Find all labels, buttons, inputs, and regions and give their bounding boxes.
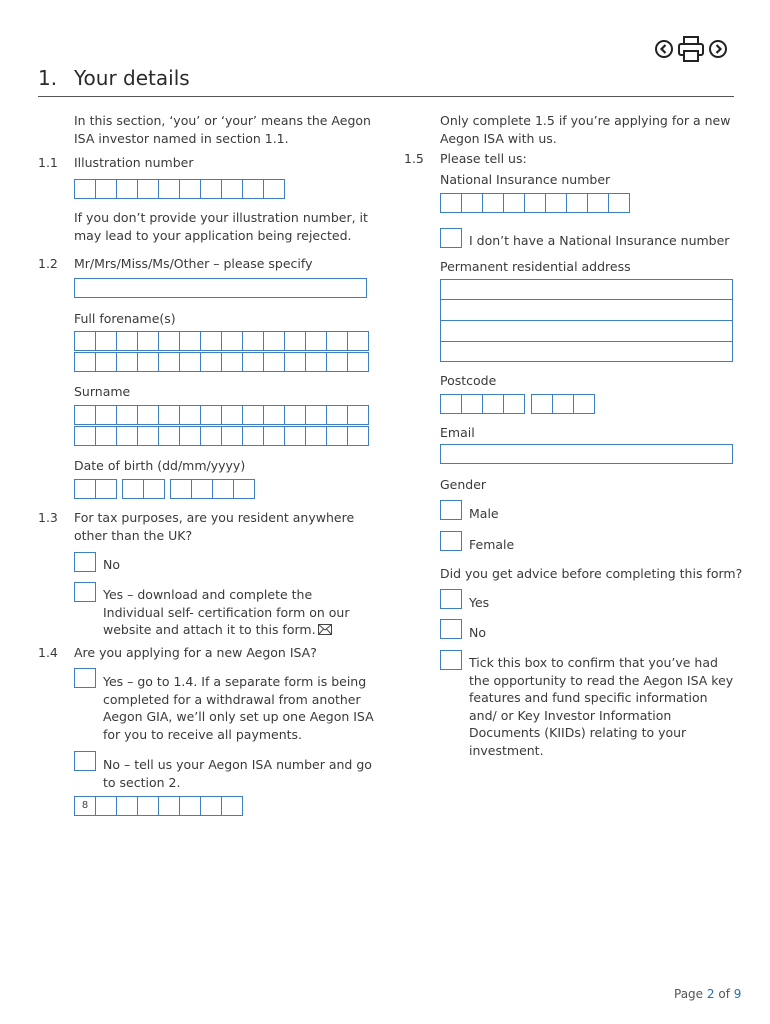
gender-male-label: Male [469,506,499,521]
address-line-2[interactable] [440,299,733,321]
dob-field[interactable] [74,479,255,499]
q1-5-label: Please tell us: [440,151,527,166]
section-number: 1. [38,66,58,90]
illustration-number-label: Illustration number [74,155,194,170]
title-divider [38,96,734,97]
email-label: Email [440,425,475,440]
q1-1-number: 1.1 [38,155,58,170]
address-line-1[interactable] [440,279,733,300]
tax-no-checkbox[interactable] [74,552,96,572]
chevron-left-circle-icon[interactable] [654,39,674,62]
isa-number-field[interactable] [74,796,243,816]
address-line-4[interactable] [440,341,733,362]
no-ni-label: I don’t have a National Insurance number [469,233,730,248]
q1-3-number: 1.3 [38,510,58,525]
ni-number-label: National Insurance number [440,172,611,187]
new-isa-yes-label: Yes – go to 1.4. If a separate form is being completed for a withdrawal from another Aegon GIA, we’ll only set up one Aegon ISA for you to receive all payments. [103,674,374,742]
forename-field-row-1[interactable] [74,331,369,351]
total-pages: 9 [733,987,742,1001]
gender-male-checkbox[interactable] [440,500,462,520]
address-label: Permanent residential address [440,259,631,274]
postcode-label: Postcode [440,373,497,388]
title-input[interactable] [74,278,367,298]
advice-label: Did you get advice before completing this form? [440,566,743,581]
right-intro: Only complete 1.5 if you’re applying for a new Aegon ISA with us. [440,113,731,146]
illustration-number-note: If you don’t provide your illustration number, it may lead to your application being rejected. [74,210,368,243]
advice-no-checkbox[interactable] [440,619,462,639]
gender-female-checkbox[interactable] [440,531,462,551]
ni-number-field[interactable] [440,193,630,213]
page-indicator: Page 2 of 9 [674,987,742,1001]
title-label: Mr/Mrs/Miss/Ms/Other – please specify [74,256,313,271]
section-title: Your details [74,66,190,90]
printer-icon[interactable] [676,35,706,66]
new-isa-no-checkbox[interactable] [74,751,96,771]
q1-5-number: 1.5 [404,151,424,166]
tax-residency-label: For tax purposes, are you resident anywhere other than the UK? [74,510,355,543]
q1-2-number: 1.2 [38,256,58,271]
surname-field-row-2[interactable] [74,426,369,446]
illustration-number-field[interactable] [74,179,285,199]
tax-yes-checkbox[interactable] [74,582,96,602]
confirm-kiid-checkbox[interactable] [440,650,462,670]
tax-yes-label: Yes – download and complete the Individual self- certification form on our website and attach it to this form. [103,586,350,640]
surname-field-row-1[interactable] [74,405,369,425]
email-input[interactable] [440,444,733,464]
q1-4-number: 1.4 [38,645,58,660]
current-page: 2 [706,987,715,1001]
surname-label: Surname [74,384,131,399]
section-intro: In this section, ‘you’ or ‘your’ means the Aegon ISA investor named in section 1.1. [74,113,371,146]
advice-yes-label: Yes [469,595,490,610]
forename-label: Full forename(s) [74,311,176,326]
confirm-kiid-label: Tick this box to confirm that you’ve had the opportunity to read the Aegon ISA key features and fund specific information and/ or Key Investor Information Documents (KIIDs) relating to your investment. [469,655,734,758]
new-isa-label: Are you applying for a new Aegon ISA? [74,645,317,660]
no-ni-checkbox[interactable] [440,228,462,248]
new-isa-no-label: No – tell us your Aegon ISA number and go to section 2. [103,757,372,790]
isa-number-prefix: 8 [74,796,96,816]
navigation-icons [654,35,728,66]
advice-no-label: No [469,625,486,640]
gender-label: Gender [440,477,487,492]
postcode-field[interactable] [440,394,595,414]
dob-label: Date of birth (dd/mm/yyyy) [74,458,246,473]
forename-field-row-2[interactable] [74,352,369,372]
chevron-right-circle-icon[interactable] [708,39,728,62]
envelope-icon[interactable] [318,622,332,640]
tax-no-label: No [103,557,120,572]
new-isa-yes-checkbox[interactable] [74,668,96,688]
advice-yes-checkbox[interactable] [440,589,462,609]
address-line-3[interactable] [440,320,733,342]
gender-female-label: Female [469,537,515,552]
